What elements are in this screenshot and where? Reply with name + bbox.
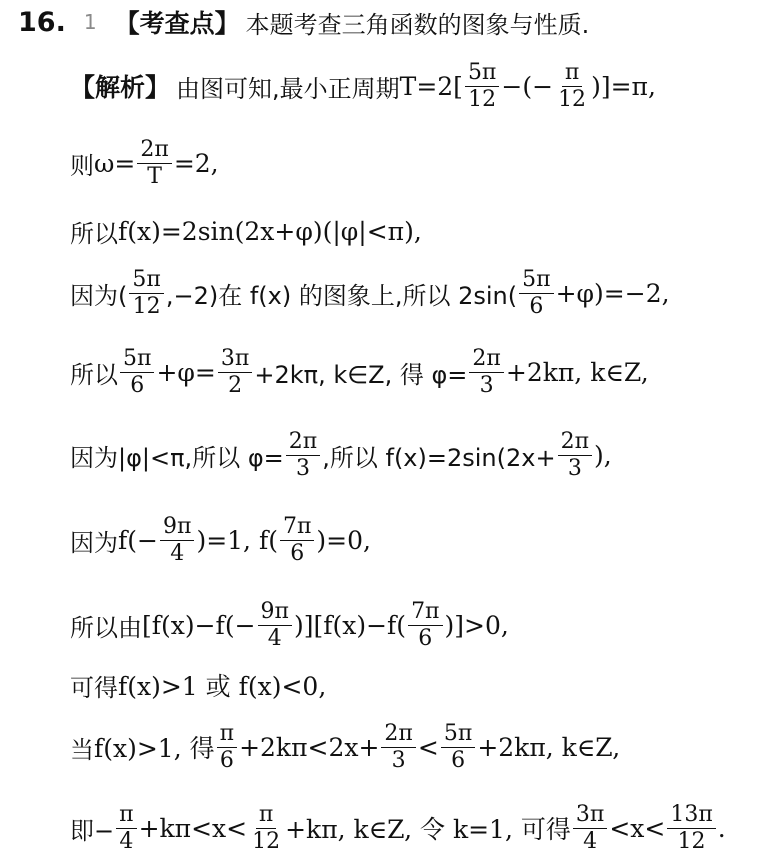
- line-1-fraction-1-denominator: 12: [468, 86, 497, 112]
- solution-line-11: [70, 802, 726, 854]
- solution-line-5: [70, 346, 649, 398]
- line-5-fraction-1-denominator: 6: [130, 372, 145, 398]
- line-7-fraction-1-denominator: 4: [170, 540, 185, 566]
- line-2-text-a: 则: [70, 151, 94, 180]
- line-9-text-a: 可得: [70, 673, 118, 702]
- line-7-math-c: )=1, f(: [196, 525, 278, 555]
- line-5-fraction-3-numerator: 2π: [469, 347, 503, 372]
- line-1-math-c: −(−: [501, 71, 554, 101]
- line-10-math-d: <: [417, 732, 439, 762]
- line-10-fraction-1: [217, 722, 237, 771]
- line-5-fraction-1: [120, 347, 154, 396]
- line-5-text-a: 所以: [70, 360, 118, 389]
- line-6-fraction-2: [558, 430, 592, 479]
- line-2-fraction-1-denominator: T: [147, 163, 162, 189]
- line-11-fraction-4-numerator: 13π: [667, 803, 715, 828]
- line-5-fraction-1-numerator: 5π: [120, 347, 154, 372]
- line-8-fraction-1: [258, 600, 292, 649]
- line-10-fraction-3: [441, 722, 475, 771]
- line-2-fraction-1-numerator: 2π: [137, 138, 171, 163]
- line-1-fraction-1-numerator: 5π: [465, 61, 499, 86]
- line-11-text-a: 即−: [70, 816, 115, 845]
- solution-line-3: [70, 211, 422, 251]
- line-7-math-b: f(−: [118, 525, 158, 555]
- line-1-math-d: )]=π,: [591, 71, 656, 101]
- line-3-text-a: 所以: [70, 219, 118, 248]
- line-11-math-e: .: [717, 813, 726, 843]
- question-number: 16.: [18, 6, 66, 38]
- line-4-fraction-1: [129, 268, 163, 317]
- line-6-text-b: ,所以 f(x)=2sin(2x+: [322, 443, 556, 472]
- line-5-fraction-2-numerator: 3π: [218, 347, 252, 372]
- line-8-math-b: [f(x)−f(−: [142, 610, 256, 640]
- line-11-math-b: +kπ<x<: [138, 813, 248, 843]
- solution-line-4: [70, 267, 670, 319]
- line-11-fraction-4: [667, 803, 715, 852]
- line-7-math-d: )=0,: [316, 525, 371, 555]
- line-8-text-a: 所以由: [70, 613, 142, 642]
- line-1-fraction-2-numerator: π: [562, 61, 582, 86]
- line-2-fraction-1: [137, 138, 171, 187]
- line-5-math-b: +φ=: [156, 357, 216, 387]
- line-7-fraction-2: [280, 515, 314, 564]
- line-2-math-b: ω=: [94, 148, 136, 178]
- analysis-tag: 【解析】: [70, 73, 171, 102]
- solution-line-8: [70, 599, 509, 651]
- line-10-math-b: f(x)>1, 得: [94, 734, 215, 763]
- topic-tag: 【考查点】: [114, 9, 240, 38]
- line-5-fraction-2-denominator: 2: [228, 372, 243, 398]
- line-11-fraction-1-denominator: 4: [119, 828, 134, 854]
- line-1-math-b: T=2[: [399, 71, 463, 101]
- solution-line-7: [70, 514, 371, 566]
- line-4-math-c: +φ)=−2,: [555, 278, 670, 308]
- solution-line-9: [70, 665, 326, 705]
- line-10-fraction-2: [381, 722, 415, 771]
- line-4-fraction-2-denominator: 6: [529, 293, 544, 319]
- line-4-fraction-1-denominator: 12: [132, 293, 161, 319]
- line-11-fraction-1-numerator: π: [116, 803, 136, 828]
- line-1-text-a: 由图可知,最小正周期: [176, 74, 400, 103]
- line-11-fraction-3-numerator: 3π: [573, 803, 607, 828]
- line-10-fraction-2-numerator: 2π: [381, 722, 415, 747]
- line-8-fraction-2: [408, 600, 442, 649]
- line-7-fraction-1: [160, 515, 194, 564]
- line-11-math-c: +kπ, k∈Z, 令 k=1, 可得: [285, 815, 571, 844]
- line-7-text-a: 因为: [70, 528, 118, 557]
- line-6-fraction-2-numerator: 2π: [558, 430, 592, 455]
- question-header: [18, 2, 589, 42]
- line-11-fraction-2-numerator: π: [256, 803, 276, 828]
- line-4-text-b: ,−2)在 f(x) 的图象上,所以 2sin(: [165, 281, 518, 310]
- line-8-fraction-2-numerator: 7π: [408, 600, 442, 625]
- line-10-fraction-1-numerator: π: [217, 722, 237, 747]
- line-6-fraction-1-numerator: 2π: [286, 430, 320, 455]
- line-7-fraction-2-denominator: 6: [290, 540, 305, 566]
- line-8-fraction-2-denominator: 6: [418, 625, 433, 651]
- line-6-text-a: 因为|φ|<π,所以 φ=: [70, 443, 284, 472]
- line-5-text-c: +2kπ, k∈Z, 得 φ=: [254, 360, 468, 389]
- line-9-math-b: f(x)>1 或 f(x)<0,: [118, 672, 327, 701]
- line-1-fraction-1: [465, 61, 499, 110]
- line-8-fraction-1-denominator: 4: [267, 625, 282, 651]
- line-11-fraction-2: [249, 803, 283, 852]
- solution-line-6: [70, 429, 612, 481]
- line-3-math-b: f(x)=2sin(2x+φ)(|φ|<π),: [118, 216, 422, 246]
- line-1-fraction-2-denominator: 12: [558, 86, 587, 112]
- topic-text: 本题考查三角函数的图象与性质.: [245, 10, 590, 39]
- line-10-text-a: 当: [70, 735, 94, 764]
- line-7-fraction-2-numerator: 7π: [280, 515, 314, 540]
- line-11-fraction-3-denominator: 4: [583, 828, 598, 854]
- line-4-text-a: 因为(: [70, 281, 128, 310]
- line-5-fraction-3-denominator: 3: [479, 372, 494, 398]
- line-10-fraction-1-denominator: 6: [219, 747, 234, 773]
- line-11-math-d: <x<: [609, 813, 666, 843]
- line-4-fraction-2: [519, 268, 553, 317]
- line-6-fraction-2-denominator: 3: [567, 455, 582, 481]
- line-1-fraction-2: [555, 61, 589, 110]
- line-4-fraction-1-numerator: 5π: [129, 268, 163, 293]
- line-7-fraction-1-numerator: 9π: [160, 515, 194, 540]
- line-5-fraction-3: [469, 347, 503, 396]
- line-4-fraction-2-numerator: 5π: [519, 268, 553, 293]
- line-11-fraction-4-denominator: 12: [677, 828, 706, 854]
- line-8-math-d: )]>0,: [444, 610, 509, 640]
- line-11-fraction-3: [573, 803, 607, 852]
- line-11-fraction-1: [116, 803, 136, 852]
- solution-line-10: [70, 721, 621, 773]
- line-10-math-c: +2kπ<2x+: [239, 732, 380, 762]
- line-2-math-c: =2,: [173, 148, 219, 178]
- line-10-math-e: +2kπ, k∈Z,: [477, 732, 621, 762]
- line-5-math-d: +2kπ, k∈Z,: [505, 357, 649, 387]
- line-8-math-c: )][f(x)−f(: [293, 610, 407, 640]
- line-11-fraction-2-denominator: 12: [252, 828, 281, 854]
- line-6-math-c: ),: [594, 440, 612, 470]
- line-8-fraction-1-numerator: 9π: [258, 600, 292, 625]
- question-score: 1: [83, 10, 97, 34]
- line-5-fraction-2: [218, 347, 252, 396]
- line-10-fraction-2-denominator: 3: [391, 747, 406, 773]
- line-10-fraction-3-numerator: 5π: [441, 722, 475, 747]
- line-6-fraction-1-denominator: 3: [296, 455, 310, 481]
- solution-line-2: [70, 137, 219, 189]
- solution-line-1: [70, 60, 656, 112]
- line-6-fraction-1: [286, 430, 320, 479]
- line-10-fraction-3-denominator: 6: [451, 747, 466, 773]
